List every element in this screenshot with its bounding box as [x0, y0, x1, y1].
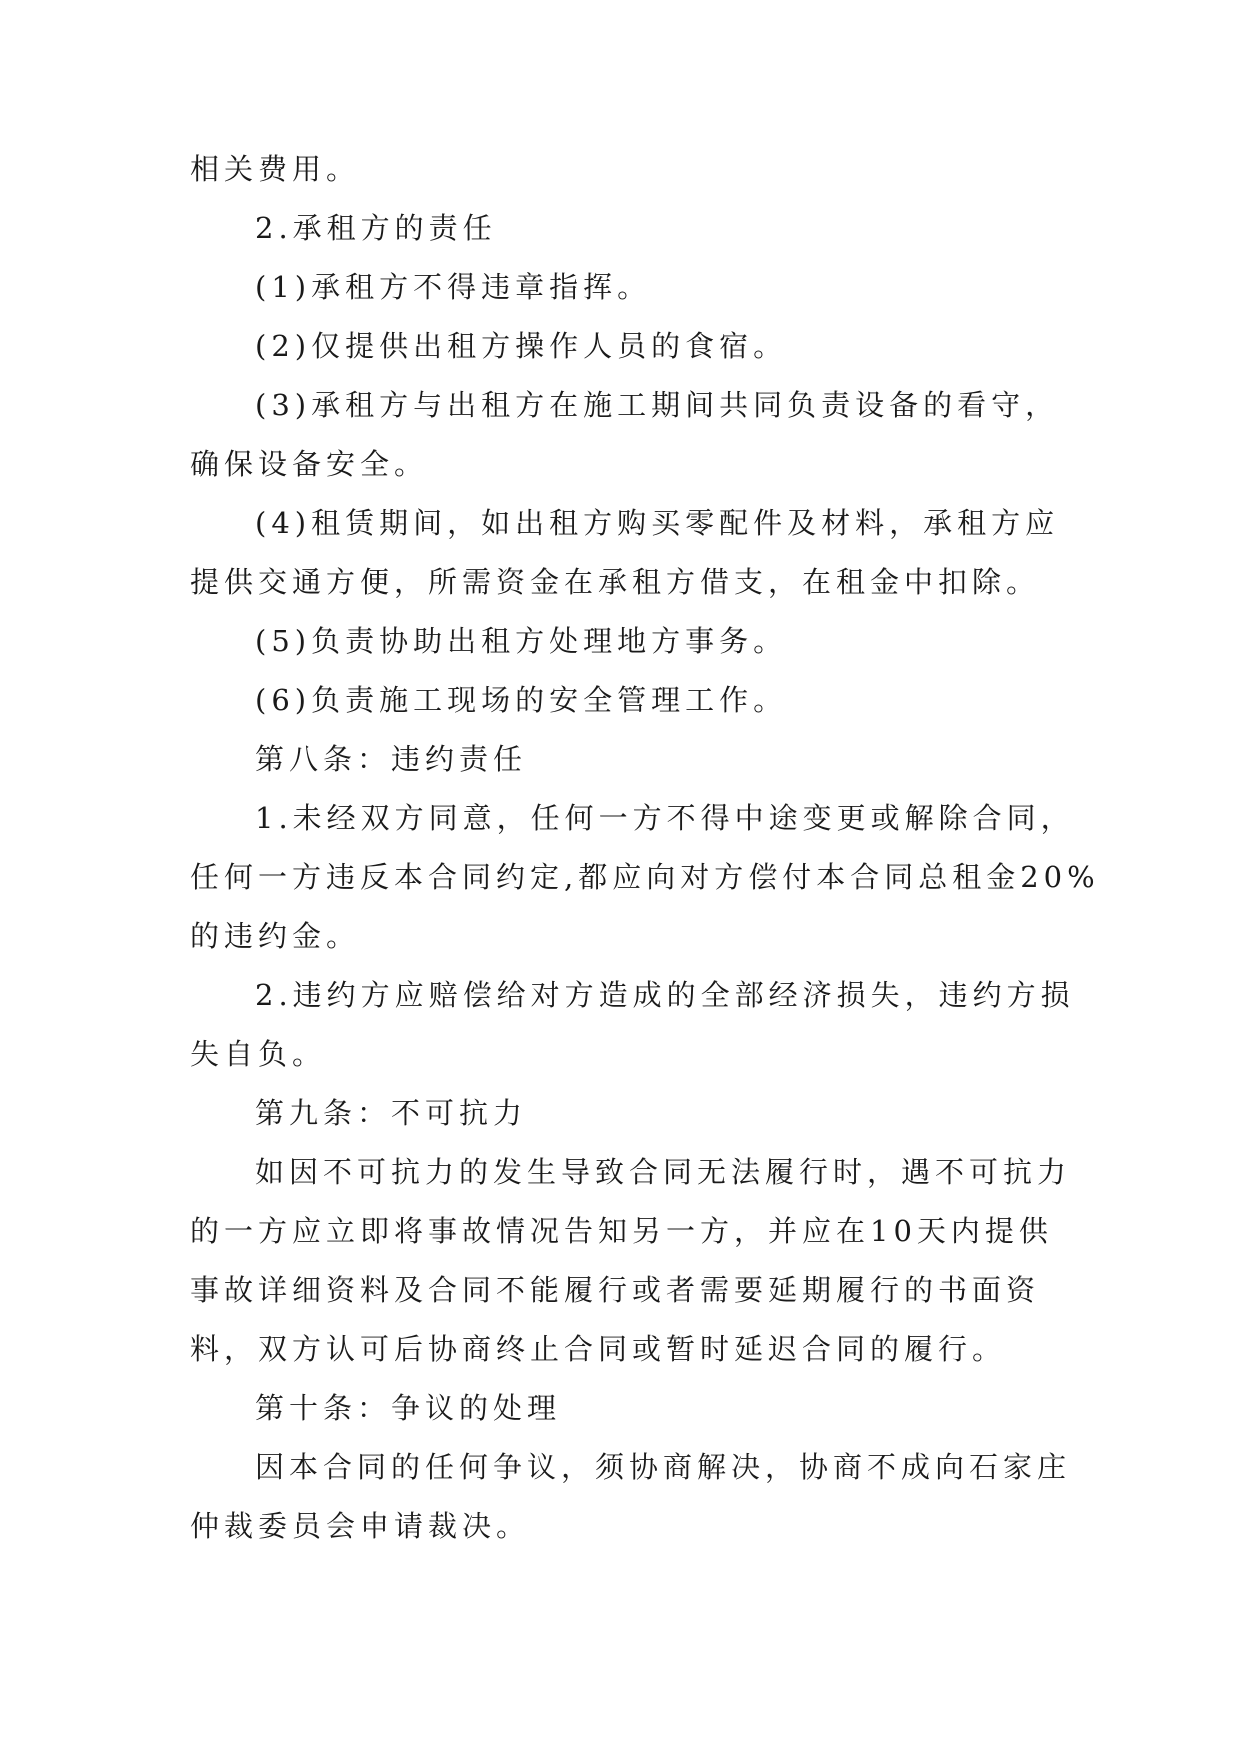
list-item: (5)负责协助出租方处理地方事务。 [255, 624, 788, 658]
article-heading: 第十条：争议的处理 [255, 1391, 562, 1425]
text-line: 任何一方违反本合同约定,都应向对方偿付本合同总租金20% [190, 860, 1100, 894]
text-line: 确保设备安全。 [190, 447, 429, 481]
article-heading: 第八条：违约责任 [255, 742, 528, 776]
text-line: 事故详细资料及合同不能履行或者需要延期履行的书面资 [190, 1273, 1041, 1307]
paragraph-line: 因本合同的任何争议，须协商解决，协商不成向石家庄 [255, 1450, 1072, 1484]
text-line: 料，双方认可后协商终止合同或暂时延迟合同的履行。 [190, 1332, 1007, 1366]
list-item: (3)承租方与出租方在施工期间共同负责设备的看守， [255, 388, 1060, 422]
list-item: (6)负责施工现场的安全管理工作。 [255, 683, 788, 717]
text-line: 相关费用。 [190, 152, 361, 186]
list-item: (4)租赁期间，如出租方购买零配件及材料，承租方应 [255, 506, 1060, 540]
text-line: 的一方应立即将事故情况告知另一方，并应在10天内提供 [190, 1214, 1053, 1248]
text-line: 提供交通方便，所需资金在承租方借支，在租金中扣除。 [190, 565, 1041, 599]
paragraph-line: 如因不可抗力的发生导致合同无法履行时，遇不可抗力 [255, 1155, 1072, 1189]
list-item: 1.未经双方同意，任何一方不得中途变更或解除合同， [255, 801, 1075, 835]
list-item: (1)承租方不得违章指挥。 [255, 270, 652, 304]
list-item: (2)仅提供出租方操作人员的食宿。 [255, 329, 788, 363]
list-item: 2.违约方应赔偿给对方造成的全部经济损失，违约方损 [255, 978, 1075, 1012]
article-heading: 第九条：不可抗力 [255, 1096, 528, 1130]
text-line: 失自负。 [190, 1037, 327, 1071]
section-heading: 2.承租方的责任 [255, 211, 497, 245]
text-line: 仲裁委员会申请裁决。 [190, 1509, 531, 1543]
text-line: 的违约金。 [190, 919, 361, 953]
